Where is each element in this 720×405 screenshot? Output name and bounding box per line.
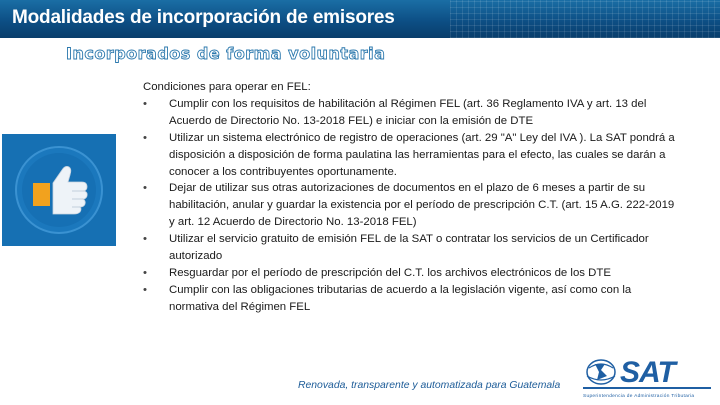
list-item: • Utilizar un sistema electrónico de registro de operaciones (art. 29 "A" Ley del IVA ). La SAT pondrá a disposición a disposición de forma paulatina las herramientas para el efecto, las cuales se darán a conocer a los contribuyentes oportunamente. bbox=[143, 130, 683, 181]
list-item: • Resguardar por el período de prescripción del C.T. los archivos electrónicos de los DTE bbox=[143, 265, 683, 282]
section-subtitle: Incorporados de forma voluntaria bbox=[66, 44, 386, 63]
sat-logo-subtext: Superintendencia de Administración Tributaria bbox=[583, 394, 695, 399]
sat-logo bbox=[575, 354, 715, 402]
header-grid-pattern bbox=[450, 0, 720, 38]
list-item: • Cumplir con los requisitos de habilitación al Régimen FEL (art. 36 Reglamento IVA y art. 13 del Acuerdo de Directorio No. 13-2018 FEL) e iniciar con la emisión de DTE bbox=[143, 96, 683, 130]
list-item: • Cumplir con las obligaciones tributarias de acuerdo a la legislación vigente, así como con la normativa del Régimen FEL bbox=[143, 282, 683, 316]
list-item: • Utilizar el servicio gratuito de emisión FEL de la SAT o contratar los servicios de un Certificador autorizado bbox=[143, 231, 683, 265]
thumbs-up-icon bbox=[2, 134, 116, 246]
conditions-title: Condiciones para operar en FEL: bbox=[143, 81, 311, 93]
footer-tagline: Renovada, transparente y automatizada para Guatemala bbox=[298, 380, 561, 391]
sat-logo-text: SAT bbox=[620, 356, 675, 389]
conditions-content bbox=[143, 79, 683, 316]
list-item: • Dejar de utilizar sus otras autorizaciones de documentos en el plazo de 6 meses a partir de su habilitación, anular y guardar la existencia por el período de prescripción C.T. (art. 15 A.G. 222-2019 y art. 12 Acuerdo de Directorio No. 13-2018 FEL) bbox=[143, 180, 683, 231]
header-bar bbox=[0, 0, 720, 38]
page-title: Modalidades de incorporación de emisores bbox=[12, 7, 395, 28]
conditions-list bbox=[143, 96, 683, 316]
